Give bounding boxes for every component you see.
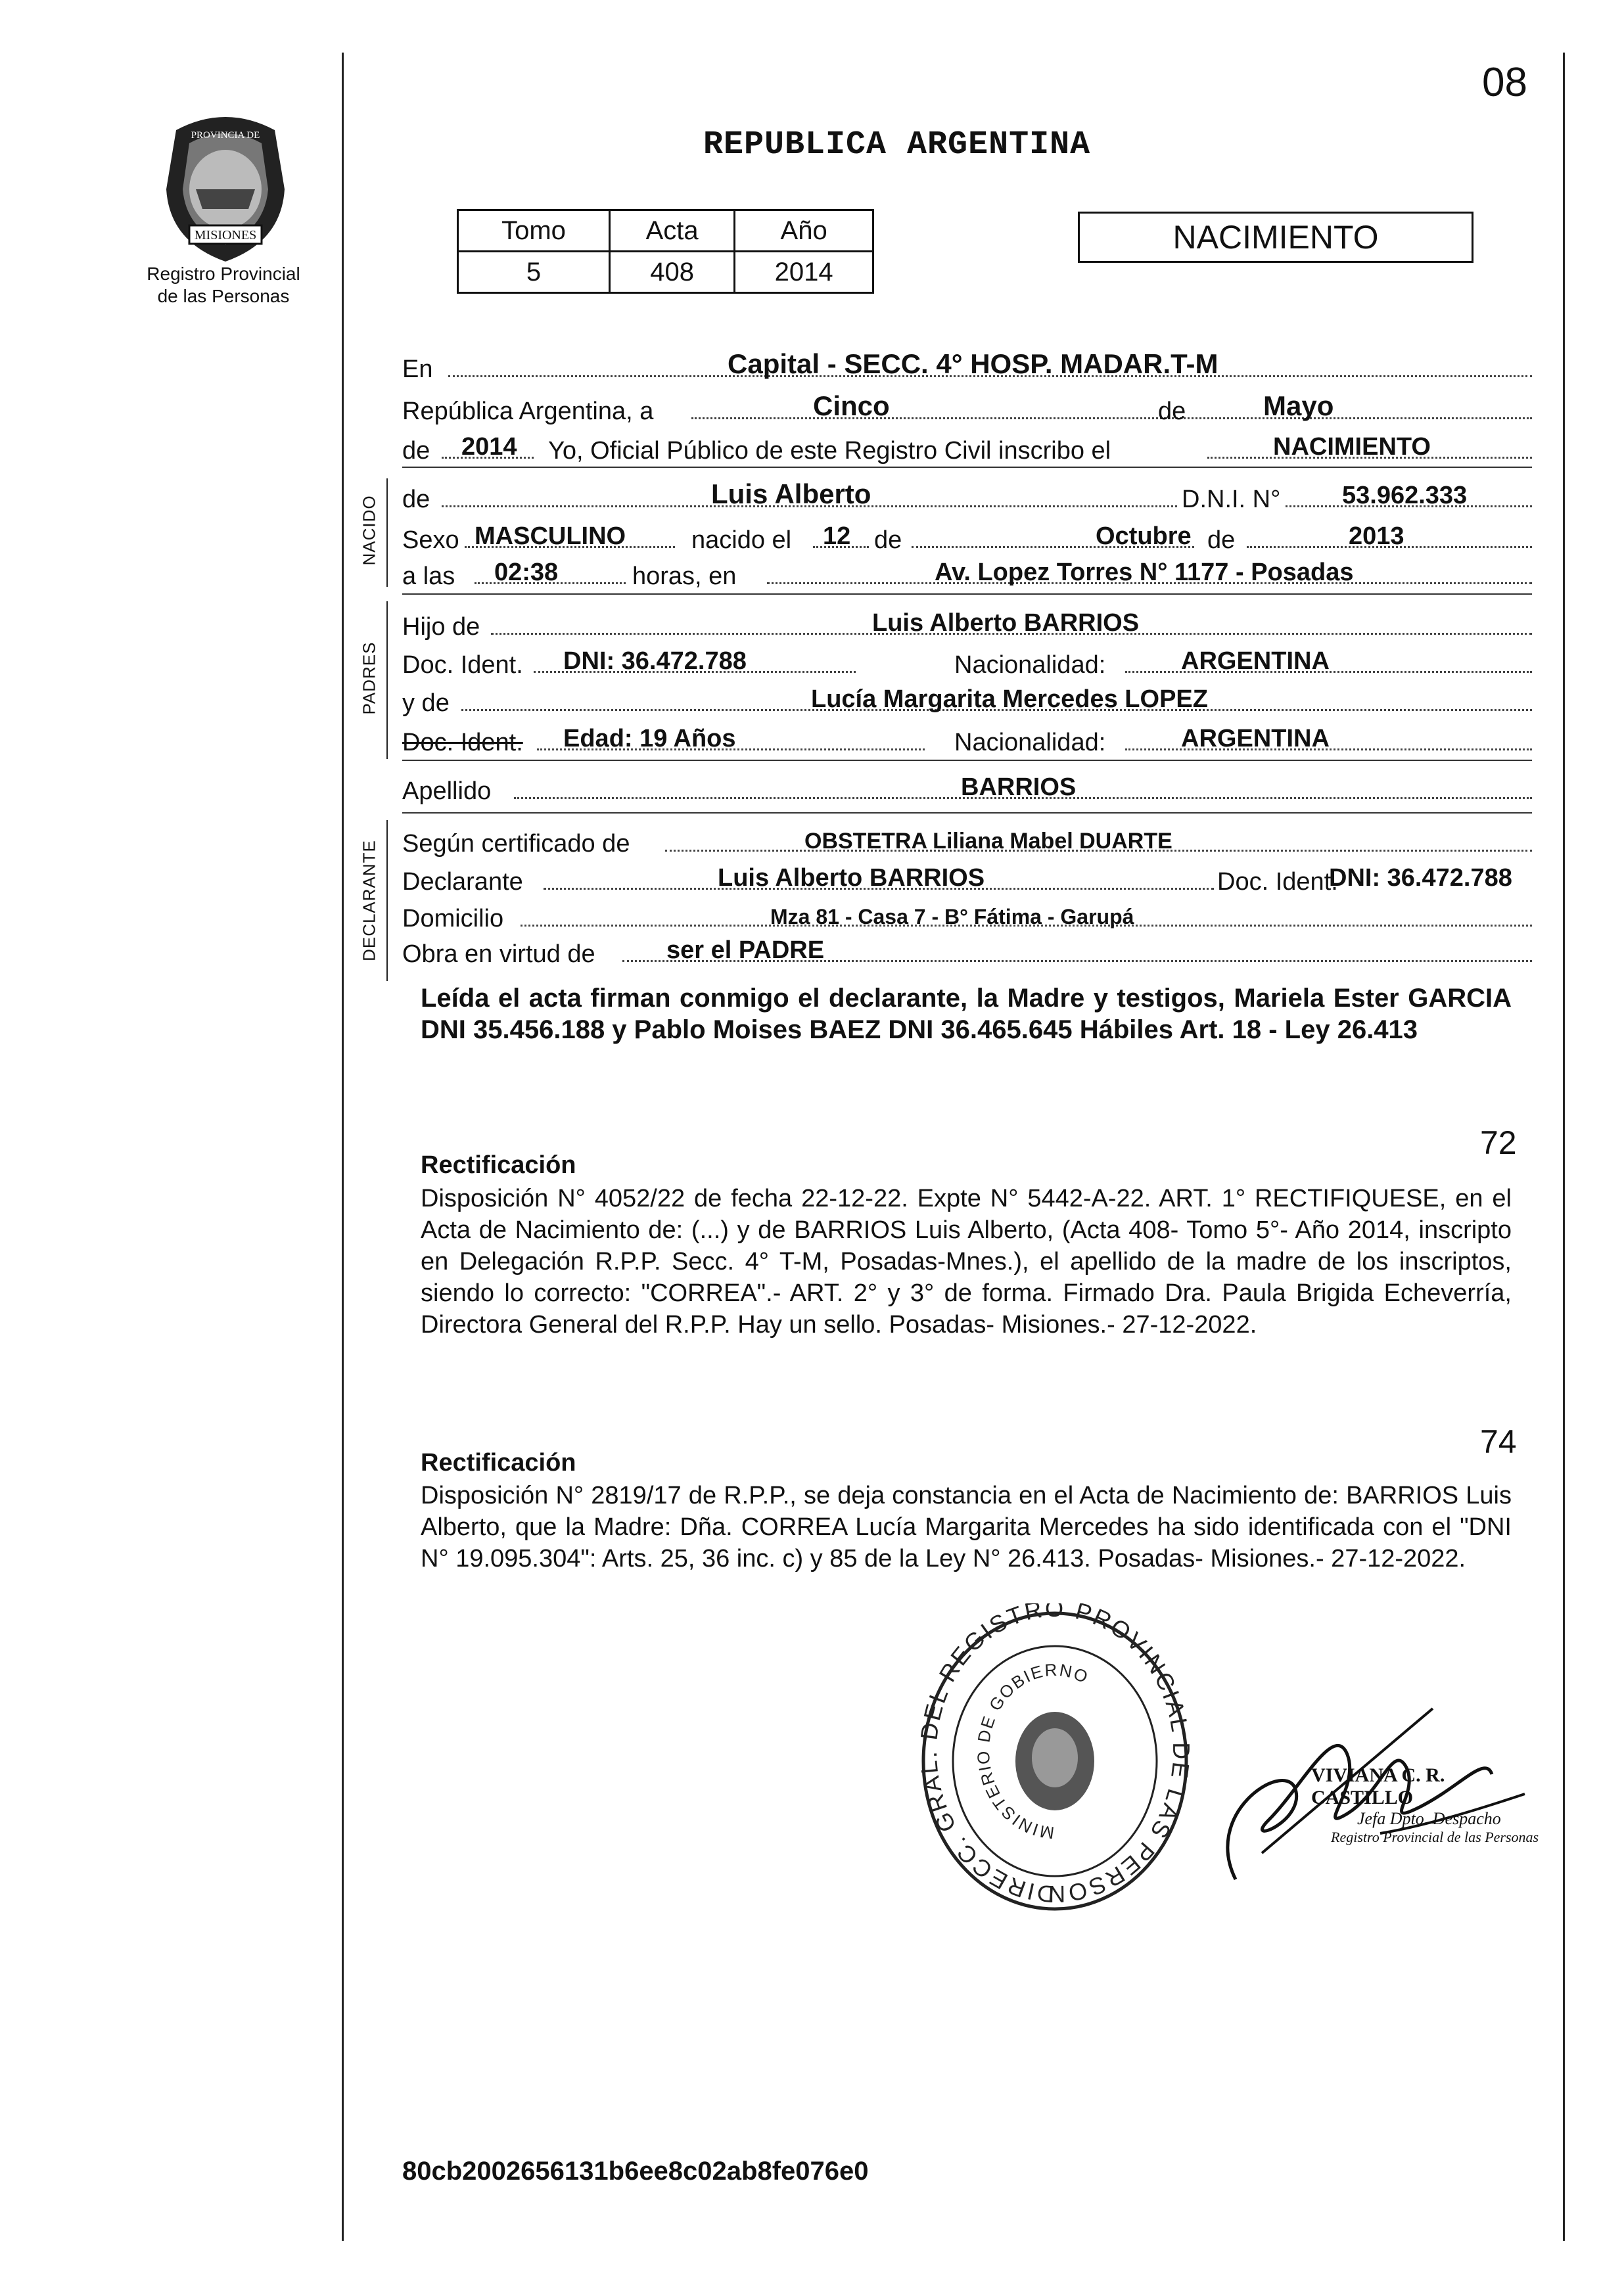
row-hora: a las 02:38 horas, en Av. Lopez Torres N° 1177 - Posadas	[402, 554, 1532, 593]
row-obra: Obra en virtud de ser el PADRE	[402, 932, 1532, 971]
nombre-value: Luis Alberto	[711, 478, 871, 509]
province-seal-icon	[150, 110, 301, 268]
lugar-nacimiento-value: Av. Lopez Torres N° 1177 - Posadas	[935, 559, 1354, 586]
declarante-value: Luis Alberto BARRIOS	[718, 864, 985, 892]
nac-mes-value: Octubre	[1096, 522, 1192, 550]
annotation-number-74: 74	[1480, 1423, 1517, 1460]
registry-stamp-icon	[917, 1603, 1193, 1919]
declarante-doc-value: DNI: 36.472.788	[1329, 864, 1512, 892]
row-sexo: Sexo MASCULINO nacido el 12 de Octubre de 2013	[402, 518, 1532, 557]
country-title: REPUBLICA ARGENTINA	[703, 126, 1091, 164]
signer-name: VIVIANA C. R. CASTILLO	[1311, 1764, 1445, 1808]
svg-text:MISIONES: MISIONES	[194, 228, 257, 242]
row-domicilio: Domicilio Mza 81 - Casa 7 - B° Fátima - Garupá	[402, 896, 1532, 936]
domicilio-value: Mza 81 - Casa 7 - B° Fátima - Garupá	[770, 905, 1134, 929]
signer-role: Jefa Dpto. Despacho	[1357, 1809, 1501, 1828]
tomo-acta-anio-table	[457, 209, 874, 294]
row-padre: Hijo de Luis Alberto BARRIOS	[402, 605, 1532, 644]
official-stamp	[917, 1603, 1193, 1919]
row-republica: República Argentina, a Cinco de Mayo	[402, 389, 1532, 428]
tomo-value: 5	[458, 252, 610, 293]
page-number: 08	[1482, 60, 1527, 105]
certificado-value: OBSTETRA Liliana Mabel DUARTE	[804, 829, 1172, 854]
madre-edad-value: Edad: 19 Años	[563, 725, 736, 752]
signing-statement: Leída el acta firman conmigo el declarante, la Madre y testigos, Mariela Ester GARCIA DNI 35.456.188 y Pablo Moises BAEZ DNI 36.465.645 Hábiles Art. 18 - Ley 26.413	[421, 984, 1512, 1044]
madre-value: Lucía Margarita Mercedes LOPEZ	[811, 685, 1208, 713]
tomo-header: Tomo	[458, 210, 610, 252]
signature-block	[1311, 1764, 1548, 1846]
table-value-row	[458, 252, 873, 293]
sexo-value: MASCULINO	[475, 522, 626, 550]
row-madre: y de Lucía Margarita Mercedes LOPEZ	[402, 681, 1532, 720]
obra-value: ser el PADRE	[666, 936, 825, 964]
padre-nacionalidad-value: ARGENTINA	[1181, 647, 1330, 675]
table-header-row	[458, 210, 873, 252]
row-declarante: Declarante Luis Alberto BARRIOS Doc. Ident. DNI: 36.472.788	[402, 864, 1512, 896]
registry-label: Registro Provincial de las Personas	[147, 264, 300, 306]
dia-value: Cinco	[813, 390, 890, 421]
side-label-declarante: DECLARANTE	[359, 840, 379, 961]
anio-value: 2014	[735, 252, 873, 293]
rectificacion-title-1: Rectificación	[421, 1151, 576, 1179]
hora-value: 02:38	[494, 559, 559, 586]
act-type-box: NACIMIENTO	[1078, 212, 1473, 263]
rectificacion-title-2: Rectificación	[421, 1449, 576, 1477]
left-margin-line	[342, 53, 344, 2241]
anio-inscripcion: 2014	[461, 433, 517, 461]
row-padre-doc: Doc. Ident. DNI: 36.472.788 Nacionalidad: ARGENTINA	[402, 643, 1532, 682]
right-margin-line	[1563, 53, 1565, 2241]
svg-text:DIRECC. GRAL. DEL REGISTRO PRO: DIRECC. GRAL. DEL REGISTRO PROVINCIAL DE LAS PERSON	[917, 1603, 1193, 1908]
padre-value: Luis Alberto BARRIOS	[872, 609, 1140, 637]
row-madre-doc: Doc. Ident. Edad: 19 Años Nacionalidad: ARGENTINA	[402, 720, 1532, 760]
row-nombre: de Luis Alberto D.N.I. N° 53.962.333	[402, 477, 1532, 517]
rectificacion-text-1: Disposición N° 4052/22 de fecha 22-12-22. Expte N° 5442-A-22. ART. 1° RECTIFIQUESE, en el Acta de Nacimiento de: (...) y de BARRIOS Luis Alberto, (Acta 408- Tomo 5°- Año 2014, inscripto en Delegación R.P.P. Secc. 4° T-M, Posadas-Mnes.), el apellido de la madre de los inscriptos, siendo lo correcto: "CORREA".- ART. 2° y 3° de forma. Firmado Dra. Paula Brigida Echeverría, Directora General del R.P.P. Hay un sello. Posadas- Misiones.- 27-12-2022.	[421, 1185, 1512, 1339]
padre-doc-value: DNI: 36.472.788	[563, 647, 747, 675]
acto-value: NACIMIENTO	[1273, 433, 1431, 461]
rectificacion-text-2: Disposición N° 2819/17 de R.P.P., se deja constancia en el Acta de Nacimiento de: BARRIOS Luis Alberto, que la Madre: Dña. CORREA Lucía Margarita Mercedes ha sido identificada con el "DNI N° 19.095.304": Arts. 25, 36 inc. c) y 85 de la Ley N° 26.413. Posadas- Misiones.- 27-12-2022.	[421, 1482, 1512, 1573]
anio-header: Año	[735, 210, 873, 252]
madre-nacionalidad-value: ARGENTINA	[1181, 725, 1330, 752]
nac-dia-value: 12	[823, 522, 851, 550]
signer-org: Registro Provincial de las Personas	[1331, 1829, 1539, 1845]
lugar-inscripcion: Capital - SECC. 4° HOSP. MADAR.T-M	[728, 348, 1218, 379]
svg-text:MINISTERIO DE GOBIERNO: MINISTERIO DE GOBIERNO	[973, 1659, 1092, 1843]
annotation-number-72: 72	[1480, 1124, 1517, 1161]
side-label-nacido: NACIDO	[359, 495, 379, 566]
row-certificado: Según certificado de OBSTETRA Liliana Mabel DUARTE	[402, 821, 1532, 861]
document-hash: 80cb2002656131b6ee8c02ab8fe076e0	[402, 2157, 869, 2186]
apellido-value: BARRIOS	[961, 773, 1077, 801]
acta-header: Acta	[609, 210, 734, 252]
nac-anio-value: 2013	[1349, 522, 1404, 550]
acta-value: 408	[609, 252, 734, 293]
svg-text:PROVINCIA DE: PROVINCIA DE	[191, 130, 260, 141]
row-en: En Capital - SECC. 4° HOSP. MADAR.T-M	[402, 347, 1532, 386]
row-anio: de 2014 Yo, Oficial Público de este Registro Civil inscribo el NACIMIENTO	[402, 428, 1532, 468]
side-label-padres: PADRES	[359, 641, 379, 715]
registry-logo	[150, 110, 301, 268]
mes-value: Mayo	[1263, 390, 1334, 421]
row-apellido: Apellido BARRIOS	[402, 769, 1532, 808]
dni-value: 53.962.333	[1342, 482, 1468, 509]
